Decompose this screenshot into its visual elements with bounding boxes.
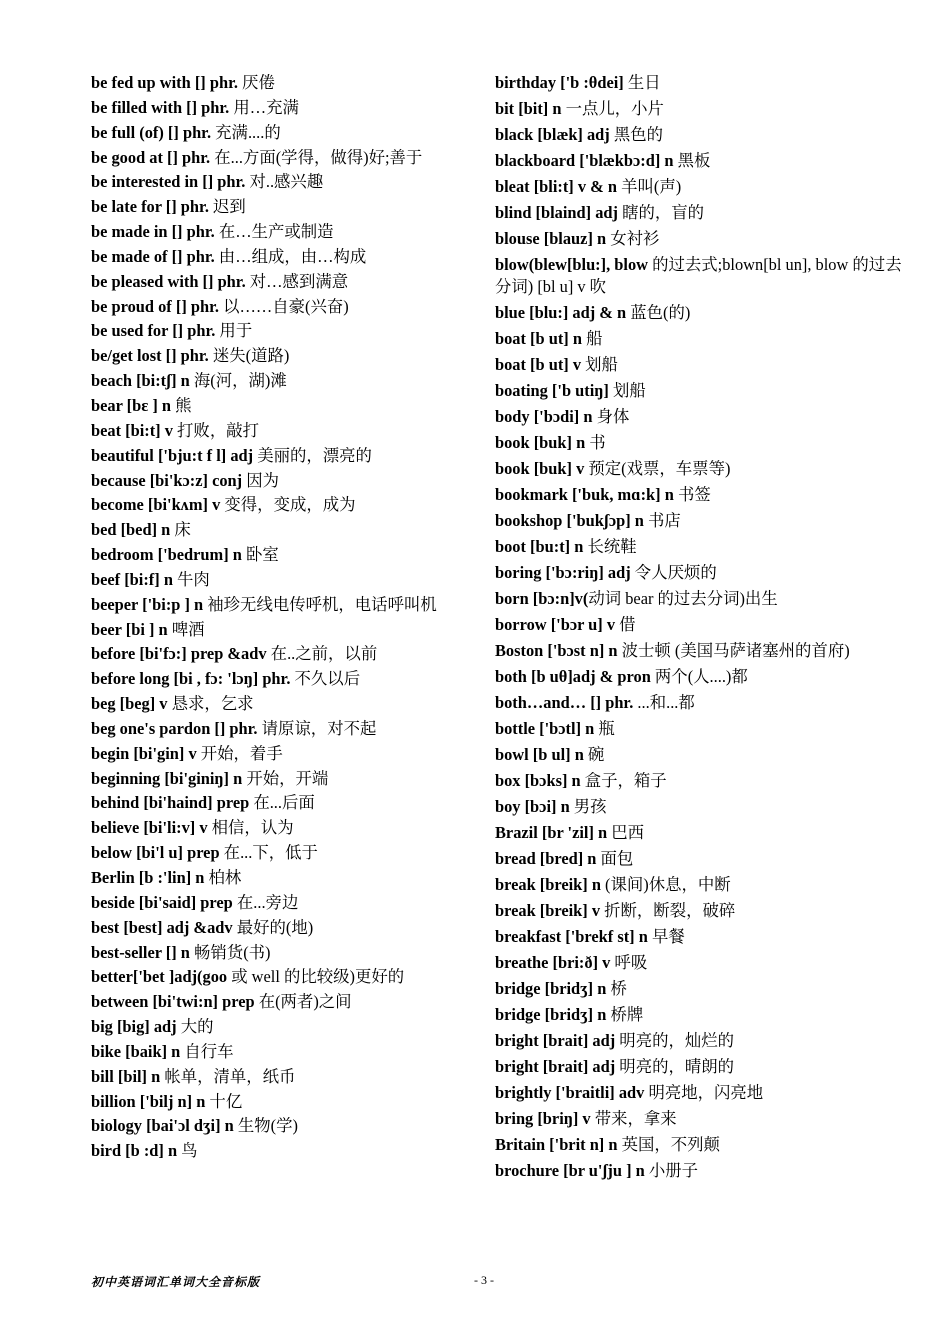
vocab-entry — [495, 1082, 915, 1104]
vocab-entry — [495, 770, 915, 792]
vocab-entry — [91, 470, 476, 492]
definition: 鸟 — [177, 1141, 198, 1161]
definition: 对..感兴趣 — [245, 172, 324, 192]
headword: Brazil [br 'zil] n — [495, 823, 608, 842]
vocab-entry — [495, 1004, 915, 1026]
headword: brightly ['braitli] adv — [495, 1083, 645, 1102]
vocab-entry — [91, 420, 476, 442]
vocab-entry — [495, 666, 915, 688]
vocab-entry — [495, 796, 915, 818]
definition: 请原谅，对不起 — [257, 718, 377, 738]
definition: 熊 — [171, 395, 192, 415]
definition: 带来，拿来 — [590, 1109, 677, 1128]
definition: 一点儿，小片 — [561, 99, 664, 118]
vocab-entry — [91, 72, 476, 94]
definition: 早餐 — [647, 927, 685, 946]
definition: 长统鞋 — [583, 537, 637, 556]
vocab-entry — [495, 900, 915, 922]
headword: bike [baik] n — [91, 1041, 181, 1061]
vocab-entry — [495, 254, 915, 298]
headword: beg one's pardon [] phr. — [91, 718, 258, 738]
definition: 书签 — [673, 485, 711, 504]
vocab-entry — [91, 768, 476, 790]
vocab-entry — [495, 176, 915, 198]
headword: bear [bɛ ] n — [91, 395, 172, 415]
headword: bird [b :d] n — [91, 1141, 178, 1161]
vocab-entry — [495, 98, 915, 120]
headword: become [bi'kʌm] v — [91, 495, 221, 515]
vocab-entry — [495, 952, 915, 974]
definition: 柏林 — [204, 868, 242, 887]
headword: bookshop ['bukʃɔp] n — [495, 511, 644, 530]
definition: 十亿 — [205, 1091, 243, 1111]
headword: blind [blaind] adj — [495, 203, 618, 222]
headword: blow(blew[blu:], blow — [495, 255, 648, 274]
definition: 开始，开端 — [242, 768, 329, 788]
vocab-entry — [91, 569, 476, 591]
definition: 书 — [585, 433, 606, 452]
vocab-entry — [91, 619, 476, 641]
headword: be full (of) [] phr. — [91, 122, 212, 142]
definition: 由…组成，由…构成 — [214, 246, 367, 266]
definition: 英国，不列颠 — [617, 1135, 720, 1154]
headword: bridge [bridʒ] n — [495, 1005, 607, 1024]
definition: 男孩 — [569, 797, 607, 816]
definition: 充满....的 — [211, 122, 281, 142]
vocab-entry — [91, 867, 476, 889]
headword: best-seller [] n — [91, 942, 190, 962]
definition: 在...后面 — [249, 793, 315, 813]
headword: billion ['bilj n] n — [91, 1091, 206, 1111]
vocab-entry — [495, 1160, 915, 1182]
headword: beside [bi'said] prep — [91, 892, 233, 912]
vocab-entry — [91, 494, 476, 516]
headword: breakfast ['brekf st] n — [495, 927, 648, 946]
vocab-entry — [495, 510, 915, 532]
headword: boring ['bɔ:riŋ] adj — [495, 563, 631, 582]
vocab-entry — [495, 432, 915, 454]
definition: 书店 — [643, 511, 681, 530]
definition: 划船 — [581, 355, 618, 374]
definition: 袖珍无线电传呼机，电话呼叫机 — [203, 594, 437, 614]
vocab-entry — [495, 536, 915, 558]
headword: beef [bi:f] n — [91, 569, 173, 589]
vocab-entry — [91, 917, 476, 939]
vocab-entry — [495, 1108, 915, 1130]
headword: bring [briŋ] v — [495, 1109, 591, 1128]
vocab-entry — [495, 822, 915, 844]
definition: 用于 — [215, 321, 253, 341]
vocab-entry — [91, 171, 476, 193]
headword: below [bi'l u] prep — [91, 843, 220, 863]
headword: because [bi'kɔ:z] conj — [91, 470, 243, 490]
vocab-entry — [495, 744, 915, 766]
vocab-entry — [91, 892, 476, 914]
definition: 波士顿 (美国马萨诸塞州的首府) — [617, 641, 850, 660]
definition: 动词 bear 的过去分词)出生 — [588, 589, 778, 608]
headword: bright [brait] adj — [495, 1031, 616, 1050]
vocab-entry — [91, 966, 476, 988]
vocab-entry — [91, 1115, 476, 1137]
vocab-entry — [91, 320, 476, 342]
headword: breathe [bri:ð] v — [495, 953, 611, 972]
vocab-entry — [91, 445, 476, 467]
headword: black [blæk] adj — [495, 125, 610, 144]
definition: 船 — [581, 329, 603, 348]
vocab-entry — [495, 302, 915, 324]
headword: better['bet ]adj(goo — [91, 967, 228, 987]
definition: 羊叫(声) — [617, 177, 682, 196]
vocab-entry — [495, 202, 915, 224]
definition: 对…感到满意 — [245, 271, 349, 291]
headword: biology [bai'ɔl dʒi] n — [91, 1116, 234, 1136]
page-number: - 3 - — [474, 1273, 494, 1287]
definition: 黑板 — [673, 151, 711, 170]
definition: 黑色的 — [609, 125, 664, 144]
vocab-entry — [495, 614, 915, 636]
vocab-entry — [91, 668, 476, 690]
definition: 开始，着手 — [196, 743, 283, 763]
definition: 变得，变成，成为 — [220, 495, 356, 515]
headword: Britain ['brit n] n — [495, 1135, 618, 1154]
headword: born [bɔ:n]v( — [495, 589, 589, 608]
headword: be/get lost [] phr. — [91, 346, 209, 366]
definition: 预定(戏票，车票等) — [584, 459, 731, 478]
vocab-entry — [91, 693, 476, 715]
headword: beat [bi:t] v — [91, 420, 173, 440]
headword: be interested in [] phr. — [91, 172, 246, 192]
definition: 身体 — [592, 407, 630, 426]
headword: believe [bi'li:v] v — [91, 818, 208, 838]
headword: box [bɔks] n — [495, 771, 581, 790]
definition: 借 — [615, 615, 636, 634]
headword: bowl [b ul] n — [495, 745, 584, 764]
vocab-entry — [91, 718, 476, 740]
vocab-entry — [91, 544, 476, 566]
definition: 因为 — [242, 470, 280, 490]
vocab-entry — [495, 1030, 915, 1052]
headword: both…and… [] phr. — [495, 693, 634, 712]
right-column — [495, 72, 915, 1186]
vocab-entry — [495, 72, 915, 94]
vocab-entry — [495, 354, 915, 376]
headword: before long [bi , fɔ: 'lɔŋ] phr. — [91, 669, 291, 689]
definition: 小册子 — [644, 1161, 699, 1180]
vocab-entry — [495, 848, 915, 870]
definition: 碗 — [583, 745, 605, 764]
vocab-entry — [91, 296, 476, 318]
headword: be used for [] phr. — [91, 321, 216, 341]
definition: 明亮的，晴朗的 — [615, 1057, 735, 1076]
vocab-entry — [495, 926, 915, 948]
vocab-entry — [91, 817, 476, 839]
definition: 床 — [170, 520, 191, 540]
definition: 用…充满 — [229, 97, 299, 117]
vocab-entry — [91, 743, 476, 765]
headword: birthday ['b :θdei] — [495, 73, 624, 92]
headword: bill [bil] n — [91, 1066, 161, 1086]
headword: behind [bi'haind] prep — [91, 793, 250, 813]
vocab-entry — [91, 1140, 476, 1162]
headword: boat [b ut] v — [495, 355, 582, 374]
headword: be proud of [] phr. — [91, 296, 219, 316]
headword: bridge [bridʒ] n — [495, 979, 607, 998]
definition: 巴西 — [607, 823, 645, 842]
vocab-entry — [495, 588, 915, 610]
definition: 划船 — [608, 381, 646, 400]
headword: boot [bu:t] n — [495, 537, 584, 556]
definition: 最好的(地) — [232, 917, 314, 937]
vocab-entry — [91, 122, 476, 144]
definition: 生日 — [623, 73, 661, 92]
vocab-entry — [495, 1056, 915, 1078]
vocab-entry — [495, 124, 915, 146]
definition: 在(两者)之间 — [254, 992, 352, 1012]
headword: bright [brait] adj — [495, 1057, 616, 1076]
headword: boating ['b utiŋ] — [495, 381, 609, 400]
definition: 在...下，低于 — [219, 843, 318, 863]
headword: bread [bred] n — [495, 849, 597, 868]
definition: 在...方面(学得，做得)好;善于 — [210, 147, 423, 167]
definition: 以……自豪(兴奋) — [218, 296, 349, 316]
definition: 面包 — [596, 849, 634, 868]
headword: blackboard ['blækbɔ:d] n — [495, 151, 674, 170]
headword: be filled with [] phr. — [91, 97, 230, 117]
vocab-entry — [495, 692, 915, 714]
headword: be late for [] phr. — [91, 197, 209, 217]
definition: (课间)休息，中断 — [600, 875, 731, 894]
footer-title: 初中英语词汇单词大全音标版 — [91, 1275, 261, 1289]
headword: break [breik] v — [495, 901, 601, 920]
headword: both [b uθ]adj & pron — [495, 667, 651, 686]
headword: be made in [] phr. — [91, 222, 215, 242]
vocab-entry — [91, 792, 476, 814]
vocab-entry — [495, 150, 915, 172]
vocab-entry — [91, 519, 476, 541]
vocab-entry — [495, 484, 915, 506]
headword: be good at [] phr. — [91, 147, 211, 167]
definition: 畅销货(书) — [189, 942, 271, 962]
definition: 在…生产或制造 — [214, 222, 334, 242]
definition: 在..之前，以前 — [266, 644, 378, 664]
headword: boat [b ut] n — [495, 329, 582, 348]
headword: brochure [br u'ʃju ] n — [495, 1161, 645, 1180]
definition: 自行车 — [180, 1041, 234, 1061]
headword: break [breik] n — [495, 875, 601, 894]
headword: Boston ['bɔst n] n — [495, 641, 618, 660]
definition: 恳求，乞求 — [167, 694, 254, 714]
vocab-entry — [91, 1091, 476, 1113]
headword: beach [bi:tʃ] n — [91, 371, 190, 391]
vocab-entry — [91, 395, 476, 417]
definition: 呼吸 — [610, 953, 648, 972]
definition: 啤酒 — [167, 619, 205, 639]
vocab-entry — [91, 594, 476, 616]
headword: beautiful ['bju:t f l] adj — [91, 445, 254, 465]
vocab-entry — [91, 345, 476, 367]
headword: book [buk] n — [495, 433, 586, 452]
headword: book [buk] v — [495, 459, 585, 478]
definition: 桥 — [606, 979, 627, 998]
definition: 桥牌 — [606, 1005, 644, 1024]
vocab-entry — [91, 1066, 476, 1088]
vocab-entry — [91, 97, 476, 119]
definition: 瓶 — [594, 719, 615, 738]
definition: 折断，断裂，破碎 — [600, 901, 736, 920]
definition: 明亮的，灿烂的 — [615, 1031, 735, 1050]
vocab-entry — [495, 640, 915, 662]
headword: blouse [blauz] n — [495, 229, 607, 248]
vocab-entry — [91, 1041, 476, 1063]
headword: bit [bit] n — [495, 99, 562, 118]
headword: beeper ['bi:p ] n — [91, 594, 204, 614]
definition: ...和...都 — [633, 693, 695, 712]
vocab-entry — [495, 406, 915, 428]
definition: 令人厌烦的 — [630, 563, 717, 582]
definition: 两个(人....)都 — [650, 667, 748, 686]
vocab-entry — [91, 246, 476, 268]
definition: 卧室 — [241, 545, 279, 565]
headword: be made of [] phr. — [91, 246, 215, 266]
headword: borrow ['bɔr u] v — [495, 615, 616, 634]
vocab-entry — [495, 562, 915, 584]
definition: 牛肉 — [172, 569, 210, 589]
headword: bed [bed] n — [91, 520, 171, 540]
headword: bleat [bli:t] v & n — [495, 177, 618, 196]
vocab-entry — [91, 942, 476, 964]
definition: 生物(学) — [233, 1116, 298, 1136]
headword: bottle ['bɔtl] n — [495, 719, 595, 738]
vocab-entry — [91, 196, 476, 218]
vocab-entry — [91, 147, 476, 169]
headword: big [big] adj — [91, 1017, 177, 1037]
headword: between [bi'twi:n] prep — [91, 992, 255, 1012]
vocab-entry — [91, 271, 476, 293]
definition: 厌倦 — [237, 73, 275, 92]
headword: be fed up with [] phr. — [91, 73, 238, 92]
definition: 大的 — [176, 1017, 214, 1037]
definition: 女衬衫 — [606, 229, 660, 248]
definition: 海(河，湖)滩 — [189, 371, 287, 391]
definition: 瞎的，盲的 — [618, 203, 705, 222]
vocab-entry — [495, 874, 915, 896]
headword: blue [blu:] adj & n — [495, 303, 627, 322]
vocab-entry — [495, 228, 915, 250]
vocab-entry — [495, 1134, 915, 1156]
definition: 迟到 — [208, 197, 246, 217]
definition: 在...旁边 — [232, 892, 299, 912]
vocab-entry — [91, 991, 476, 1013]
vocab-entry — [91, 643, 476, 665]
headword: body ['bɔdi] n — [495, 407, 593, 426]
headword: Berlin [b :'lin] n — [91, 868, 205, 887]
vocab-entry — [495, 718, 915, 740]
definition: 打败，敲打 — [172, 420, 259, 440]
left-column — [91, 72, 476, 1165]
headword: bedroom ['bedrum] n — [91, 545, 242, 565]
definition: 帐单，清单，纸币 — [160, 1066, 296, 1086]
headword: beer [bi ] n — [91, 619, 168, 639]
headword: best [best] adj &adv — [91, 917, 233, 937]
vocab-entry — [91, 370, 476, 392]
headword: begin [bi'gin] v — [91, 743, 197, 763]
headword: before [bi'fɔ:] prep &adv — [91, 644, 267, 664]
vocab-entry — [91, 1016, 476, 1038]
vocab-entry — [495, 978, 915, 1000]
headword: be pleased with [] phr. — [91, 271, 246, 291]
definition: 蓝色(的) — [626, 303, 691, 322]
vocab-entry — [495, 328, 915, 350]
definition: 或 well 的比较级)更好的 — [227, 967, 405, 987]
definition: 的过去式;blown[bl un], blow 的过去分词) [bl u] v 吹 — [495, 255, 902, 296]
definition: 不久以后 — [290, 669, 361, 689]
vocab-entry — [91, 842, 476, 864]
definition: 盒子，箱子 — [580, 771, 667, 790]
vocab-entry — [495, 458, 915, 480]
definition: 美丽的，漂亮的 — [253, 445, 372, 465]
definition: 迷失(道路) — [208, 346, 290, 366]
definition: 明亮地，闪亮地 — [644, 1083, 764, 1102]
vocab-entry — [91, 221, 476, 243]
headword: beginning [bi'giniŋ] n — [91, 768, 243, 788]
headword: bookmark ['buk, mɑ:k] n — [495, 485, 674, 504]
vocab-entry — [495, 380, 915, 402]
headword: boy [bɔi] n — [495, 797, 570, 816]
headword: beg [beg] v — [91, 694, 168, 714]
definition: 相信，认为 — [207, 818, 294, 838]
